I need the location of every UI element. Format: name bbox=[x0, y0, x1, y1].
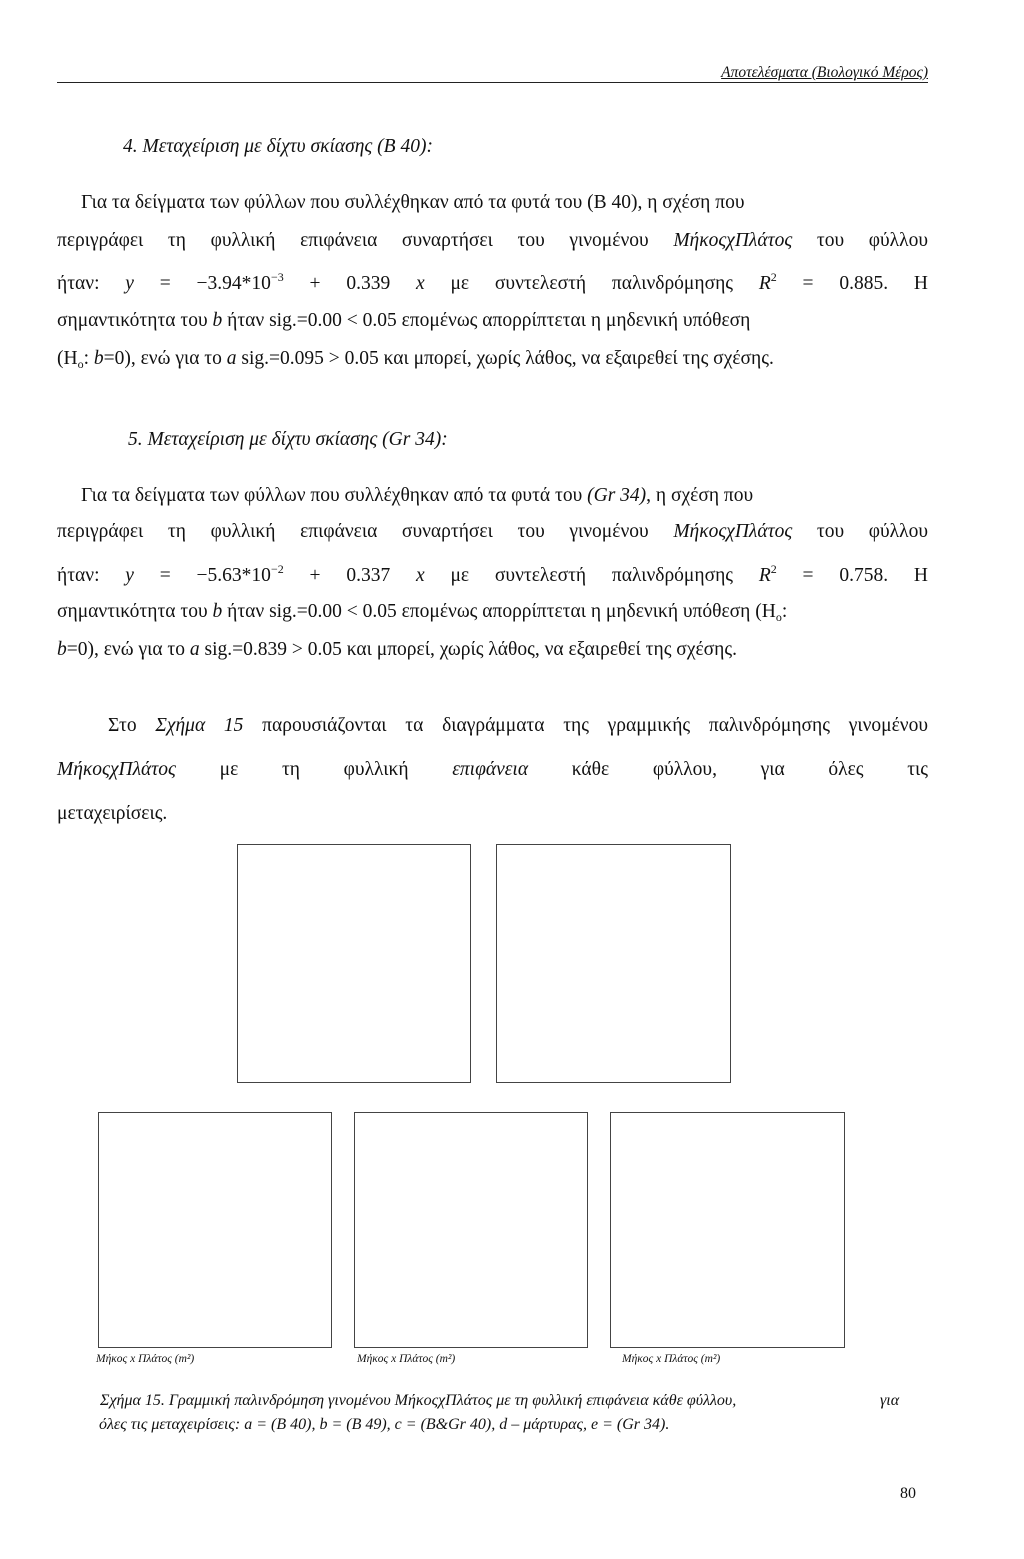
var-b: b bbox=[212, 601, 223, 622]
section-4-line-3 bbox=[57, 271, 928, 295]
text: sig.=0.095 > 0.05 και μπορεί, χωρίς λάθος, να εξαιρεθεί της σχέσης. bbox=[236, 348, 774, 369]
figure-ref: Σχήμα 15 bbox=[155, 715, 244, 736]
section-5-line-1 bbox=[81, 486, 928, 510]
text: παρουσιάζονται τα διαγράμματα της γραμμικής παλινδρόμησης γινομένου bbox=[243, 715, 928, 736]
var-x: x bbox=[416, 273, 425, 294]
text: του φύλλου bbox=[792, 230, 928, 251]
subscript: o bbox=[77, 357, 84, 371]
var-x: x bbox=[416, 565, 425, 586]
text: ήταν: bbox=[57, 273, 126, 294]
text: = 0.885. Η bbox=[776, 273, 928, 294]
caption-gap-word: για bbox=[880, 1392, 900, 1409]
figure-caption bbox=[100, 1392, 900, 1410]
text: με τη φυλλική bbox=[175, 759, 453, 780]
header-rule bbox=[57, 82, 928, 83]
section-4-line-1 bbox=[81, 193, 928, 217]
text: με συντελεστή παλινδρόμησης bbox=[424, 273, 759, 294]
text: + 0.337 bbox=[283, 565, 417, 586]
caption-line-2: όλες τις μεταχειρίσεις: a = (B 40), b = (B 49), c = (B&Gr 40), d – μάρτυρας, e = (Gr 34). bbox=[99, 1416, 670, 1433]
x-axis-label-d: Μήκος x Πλάτος (m²) bbox=[357, 1353, 456, 1365]
exponent: 2 bbox=[770, 562, 777, 576]
text: : bbox=[83, 348, 94, 369]
text: με συντελεστή παλινδρόμησης bbox=[424, 565, 759, 586]
text: σημαντικότητα του bbox=[57, 601, 213, 622]
exponent: 2 bbox=[770, 270, 777, 284]
chart-frame-c bbox=[98, 1112, 332, 1348]
product-term: ΜήκοςχΠλάτος bbox=[673, 521, 793, 542]
treatment: (Gr 34) bbox=[587, 485, 647, 506]
text: , η σχέση που bbox=[646, 485, 754, 506]
text: (H bbox=[57, 348, 78, 369]
text: Για τα δείγματα των φύλλων που συλλέχθηκαν από τα φυτά του bbox=[81, 485, 588, 506]
section-4-line-2 bbox=[57, 231, 928, 255]
text: =0), ενώ για το bbox=[103, 348, 227, 369]
text: = −3.94*10 bbox=[133, 273, 271, 294]
var-r: R bbox=[758, 273, 771, 294]
text: sig.=0.839 > 0.05 και μπορεί, χωρίς λάθος, να εξαιρεθεί της σχέσης. bbox=[199, 639, 737, 660]
section-5-line-3 bbox=[57, 563, 928, 587]
text: περιγράφει τη φυλλική επιφάνεια συναρτήσει του γινομένου bbox=[57, 230, 674, 251]
var-a: a bbox=[189, 639, 200, 660]
text: = −5.63*10 bbox=[133, 565, 271, 586]
chart-frame-b bbox=[496, 844, 731, 1083]
section-5-line-4 bbox=[57, 602, 928, 626]
text: Για τα δείγματα των φύλλων που συλλέχθηκαν από τα φυτά του (B 40), η σχέση που bbox=[81, 192, 745, 213]
text: =0), ενώ για το bbox=[66, 639, 190, 660]
section-4-line-4 bbox=[57, 311, 928, 335]
chart-frame-a bbox=[237, 844, 471, 1083]
exponent: −2 bbox=[270, 562, 284, 576]
text: ήταν: bbox=[57, 565, 126, 586]
caption-label: Σχήμα 15. bbox=[100, 1392, 165, 1409]
subscript: o bbox=[775, 610, 782, 624]
intro-line-3: μεταχειρίσεις. bbox=[57, 803, 168, 824]
text: : bbox=[781, 601, 788, 622]
intro-line-2 bbox=[57, 760, 928, 784]
x-axis-label-c: Μήκος x Πλάτος (m²) bbox=[96, 1353, 195, 1365]
text: περιγράφει τη φυλλική επιφάνεια συναρτήσει του γινομένου bbox=[57, 521, 674, 542]
x-axis-label-e: Μήκος x Πλάτος (m²) bbox=[622, 1353, 721, 1365]
text: ήταν sig.=0.00 < 0.05 επομένως απορρίπτεται η μηδενική υπόθεση (H bbox=[222, 601, 776, 622]
var-y: y bbox=[125, 565, 134, 586]
section-5-heading: 5. Μεταχείριση με δίχτυ σκίασης (Gr 34): bbox=[128, 429, 448, 450]
var-b: b bbox=[212, 310, 223, 331]
section-4-line-5 bbox=[57, 349, 928, 373]
text: + 0.339 bbox=[283, 273, 417, 294]
section-5-line-2 bbox=[57, 522, 928, 546]
text: επιφάνεια bbox=[452, 759, 529, 780]
chart-frame-e bbox=[610, 1112, 845, 1348]
var-y: y bbox=[125, 273, 134, 294]
var-b: b bbox=[93, 348, 104, 369]
chart-frame-d bbox=[354, 1112, 588, 1348]
text: = 0.758. Η bbox=[776, 565, 928, 586]
page-number: 80 bbox=[900, 1485, 916, 1502]
running-header: Αποτελέσματα (Βιολογικό Μέρος) bbox=[721, 64, 928, 81]
text: κάθε φύλλου, για όλες τις bbox=[528, 759, 929, 780]
intro-line-1 bbox=[108, 716, 928, 740]
section-4-heading: 4. Μεταχείριση με δίχτυ σκίασης (B 40): bbox=[123, 136, 433, 157]
product-term: ΜήκοςχΠλάτος bbox=[673, 230, 793, 251]
var-r: R bbox=[758, 565, 771, 586]
var-b: b bbox=[57, 639, 67, 660]
text: Στο bbox=[108, 715, 156, 736]
text: του φύλλου bbox=[792, 521, 928, 542]
text: ήταν sig.=0.00 < 0.05 επομένως απορρίπτεται η μηδενική υπόθεση bbox=[222, 310, 751, 331]
var-a: a bbox=[226, 348, 237, 369]
section-5-line-5 bbox=[57, 640, 928, 664]
product-term: ΜήκοςχΠλάτος bbox=[57, 759, 176, 780]
exponent: −3 bbox=[270, 270, 284, 284]
text: σημαντικότητα του bbox=[57, 310, 213, 331]
caption-text: Γραμμική παλινδρόμηση γινομένου ΜήκοςχΠλάτος με τη φυλλική επιφάνεια κάθε φύλλου, bbox=[164, 1392, 737, 1409]
